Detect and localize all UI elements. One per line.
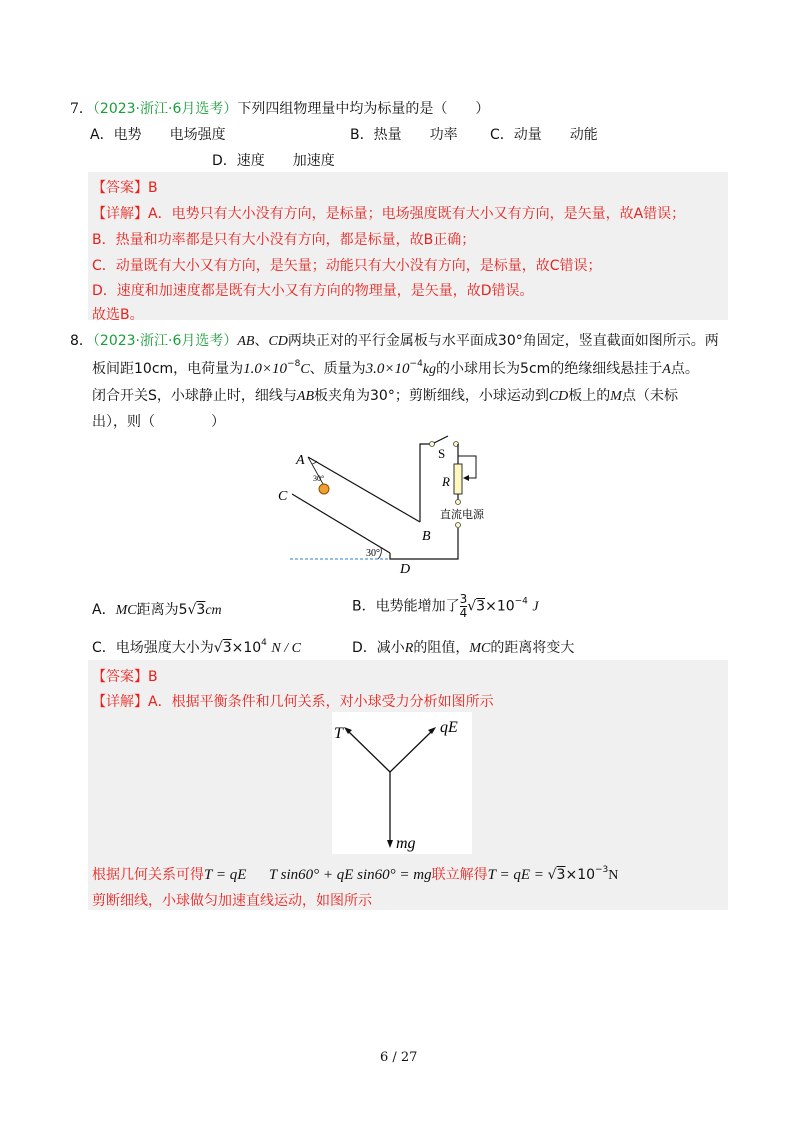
q7-option-d: D．速度 加速度: [212, 153, 335, 169]
source-terminal-top: [456, 500, 461, 505]
page-number: 6 / 27: [380, 1050, 418, 1065]
q8-stem-line4: 出），则（ ）: [92, 414, 225, 430]
q8-answer: 【答案】B: [92, 669, 158, 685]
q8-stem-line2: 板间距10cm，电荷量为$1.0\times 10^{-8}C$、质量为$3.0\times 10^{-4}kg$的小球用长为5cm的绝缘细线悬挂于A点。: [92, 359, 699, 377]
label-dc-source: 直流电源: [440, 508, 484, 521]
q8-stem-line3: 闭合开关S，小球静止时，细线与AB板夹角为30°；剪断细线，小球运动到CD板上的M点（未标: [92, 388, 678, 404]
q8-option-c: C．电场强度大小为$√3\times 10^4$ N / C: [92, 638, 301, 656]
q7-option-b: B．热量 功率: [350, 127, 458, 143]
q8-explain-1: 【详解】A．根据平衡条件和几何关系，对小球受力分析如图所示: [92, 694, 494, 710]
q7-stem: 7．（2023·浙江·6月选考）下列四组物理量中均为标量的是（ ）: [70, 101, 490, 117]
q7-explain-2: B．热量和功率都是只有大小没有方向，都是标量，故B正确；: [92, 232, 476, 248]
rheostat-slider-arrow: [463, 475, 469, 481]
charged-ball: [319, 484, 329, 494]
label-angle-a: 30°: [313, 474, 325, 483]
switch-blade: [434, 436, 448, 443]
fraction-3-4: $\frac{3}{4}$: [459, 592, 468, 620]
label-b: B: [422, 529, 431, 544]
label-qe: qE: [440, 719, 458, 736]
rheostat-body: [454, 464, 462, 494]
label-a: A: [296, 453, 305, 468]
q7-explain-4: D．速度和加速度都是既有大小又有方向的物理量，是矢量，故D错误。: [92, 283, 534, 299]
q8-explain-2: 根据几何关系可得T = qE T sin60° + qE sin60° = mg联立解得T = qE = $√3\times 10^{-3}N$: [92, 865, 619, 883]
sqrt-3: √3: [187, 602, 206, 618]
source-terminal-bottom: [456, 523, 461, 528]
label-t: T: [334, 725, 343, 742]
capacitor-circuit-diagram: [270, 432, 510, 577]
wire-b: [420, 444, 430, 522]
label-s: S: [438, 446, 446, 461]
sqrt-3: √3: [213, 640, 232, 656]
switch-contact-left: [430, 442, 435, 447]
label-mg: mg: [396, 835, 416, 852]
label-angle-d: 30°: [366, 548, 380, 559]
q7-explain-1: 【详解】A．电势只有大小没有方向，是标量；电场强度既有大小又有方向，是矢量，故A错误；: [92, 206, 686, 222]
q8-stem-line1: 8．（2023·浙江·6月选考）AB、CD两块正对的平行金属板与水平面成30°角固定，竖直截面如图所示。两: [70, 333, 719, 349]
q7-option-a: A．电势 电场强度: [90, 127, 226, 143]
plate-cd: [292, 494, 390, 553]
q8-option-d: D．减小R的阻值，MC的距离将变大: [352, 640, 575, 656]
q7-answer: 【答案】B: [92, 180, 158, 196]
sqrt-3: √3: [547, 867, 566, 883]
force-diagram: [332, 712, 472, 854]
label-r: R: [442, 474, 450, 489]
label-c: C: [278, 489, 288, 504]
q7-option-c: C．动量 动能: [490, 127, 598, 143]
q8-option-b: B．电势能增加了 $\frac{3}{4}$ $√3\times 10^{-4}$ J: [352, 592, 539, 620]
q7-explain-5: 故选B。: [92, 307, 144, 323]
q7-explain-3: C．动量既有大小又有方向，是矢量；动能只有大小没有方向，是标量，故C错误；: [92, 258, 602, 274]
label-d: D: [400, 562, 411, 577]
sqrt-3: √3: [467, 598, 486, 615]
q8-explain-3: 剪断细线，小球做匀加速直线运动，如图所示: [92, 893, 372, 909]
q8-option-a: A．MC距离为5√3cm: [92, 602, 222, 618]
